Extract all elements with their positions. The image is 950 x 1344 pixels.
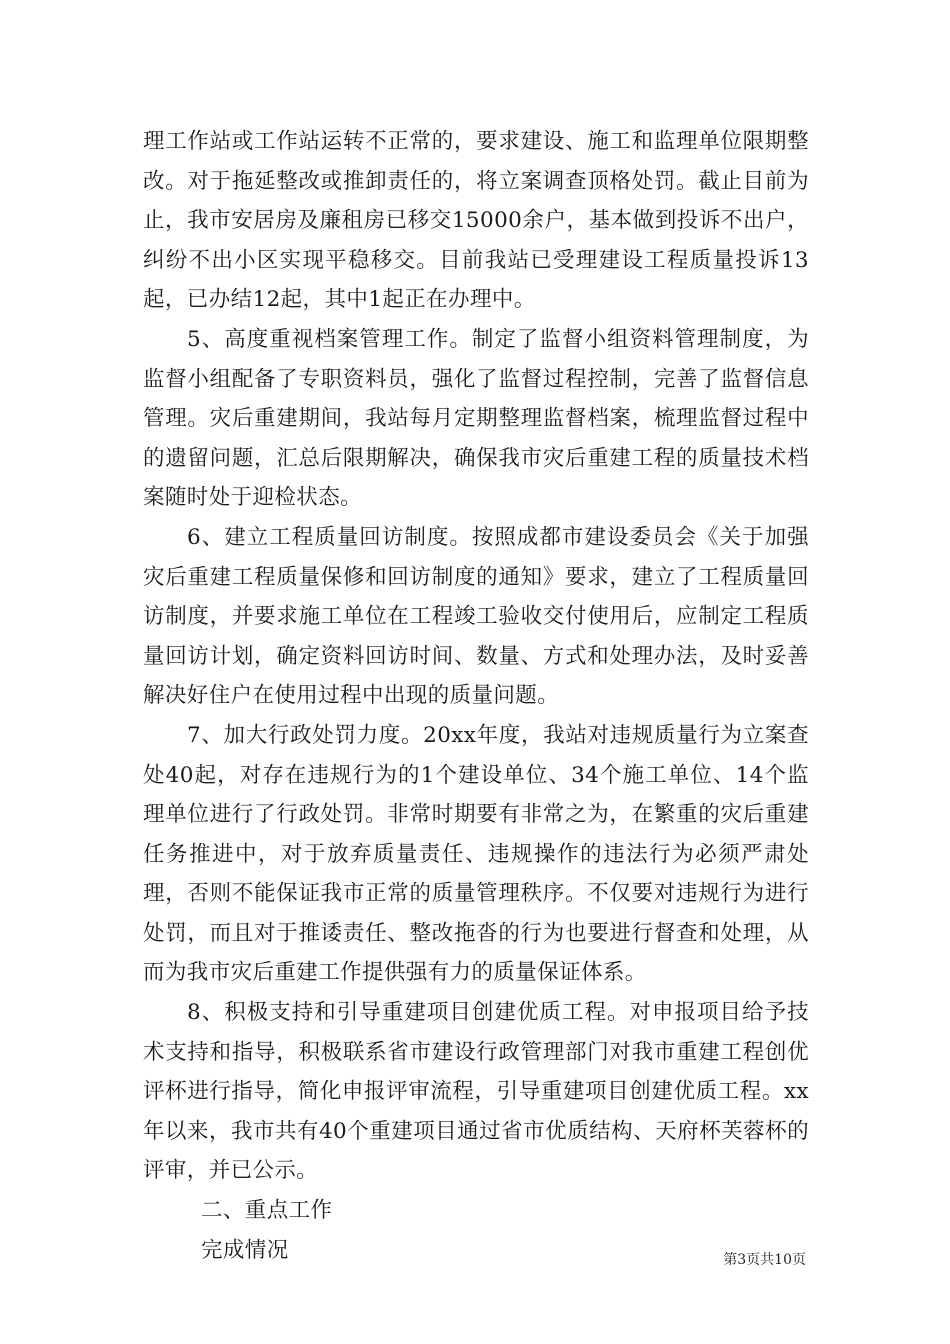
- paragraph-administrative-penalty: 7、加大行政处罚力度。20xx年度，我站对违规质量行为立案查处40起，对存在违规行为的1个建设单位、34个施工单位、14个监理单位进行了行政处罚。非常时期要有非常之为，在繁重的灾后重建任务推进中，对于放弃质量责任、违规操作的违法行为必须严肃处理，否则不能保证我市正常的质量管理秩序。不仅要对违规行为进行处罚，而且对于推诿责任、整改拖沓的行为也要进行督查和处理，从而为我市灾后重建工作提供强有力的质量保证体系。: [143, 722, 809, 986]
- subheading: 完成情况: [201, 1237, 289, 1263]
- paragraph-continuation: 理工作站或工作站运转不正常的，要求建设、施工和监理单位限期整改。对于拖延整改或推卸责任的，将立案调查顶格处罚。截止目前为止，我市安居房及廉租房已移交15000余户，基本做到投诉不出户，纠纷不出小区实现平稳移交。目前我站已受理建设工程质量投诉13起，已办结12起，其中1起正在办理中。: [143, 129, 809, 313]
- section-heading: 二、重点工作: [201, 1198, 333, 1224]
- page-number: 第3页共10页: [723, 1252, 806, 1268]
- document-body: [143, 122, 809, 1270]
- paragraph-quality-projects: 8、积极支持和引导重建项目创建优质工程。对申报项目给予技术支持和指导，积极联系省市建设行政管理部门对我市重建工程创优评杯进行指导，简化申报评审流程，引导重建项目创建优质工程。xx年以来，我市共有40个重建项目通过省市优质结构、天府杯芙蓉杯的评审，并已公示。: [143, 1000, 809, 1184]
- paragraph-quality-revisit: 6、建立工程质量回访制度。按照成都市建设委员会《关于加强灾后重建工程质量保修和回访制度的通知》要求，建立了工程质量回访制度，并要求施工单位在工程竣工验收交付使用后，应制定工程质量回访计划，确定资料回访时间、数量、方式和处理办法，及时妥善解决好住户在使用过程中出现的质量问题。: [143, 524, 809, 709]
- paragraph-archive-management: 5、高度重视档案管理工作。制定了监督小组资料管理制度，为监督小组配备了专职资料员，强化了监督过程控制，完善了监督信息管理。灾后重建期间，我站每月定期整理监督档案，梳理监督过程中的遗留问题，汇总后限期解决，确保我市灾后重建工程的质量技术档案随时处于迎检状态。: [143, 326, 809, 511]
